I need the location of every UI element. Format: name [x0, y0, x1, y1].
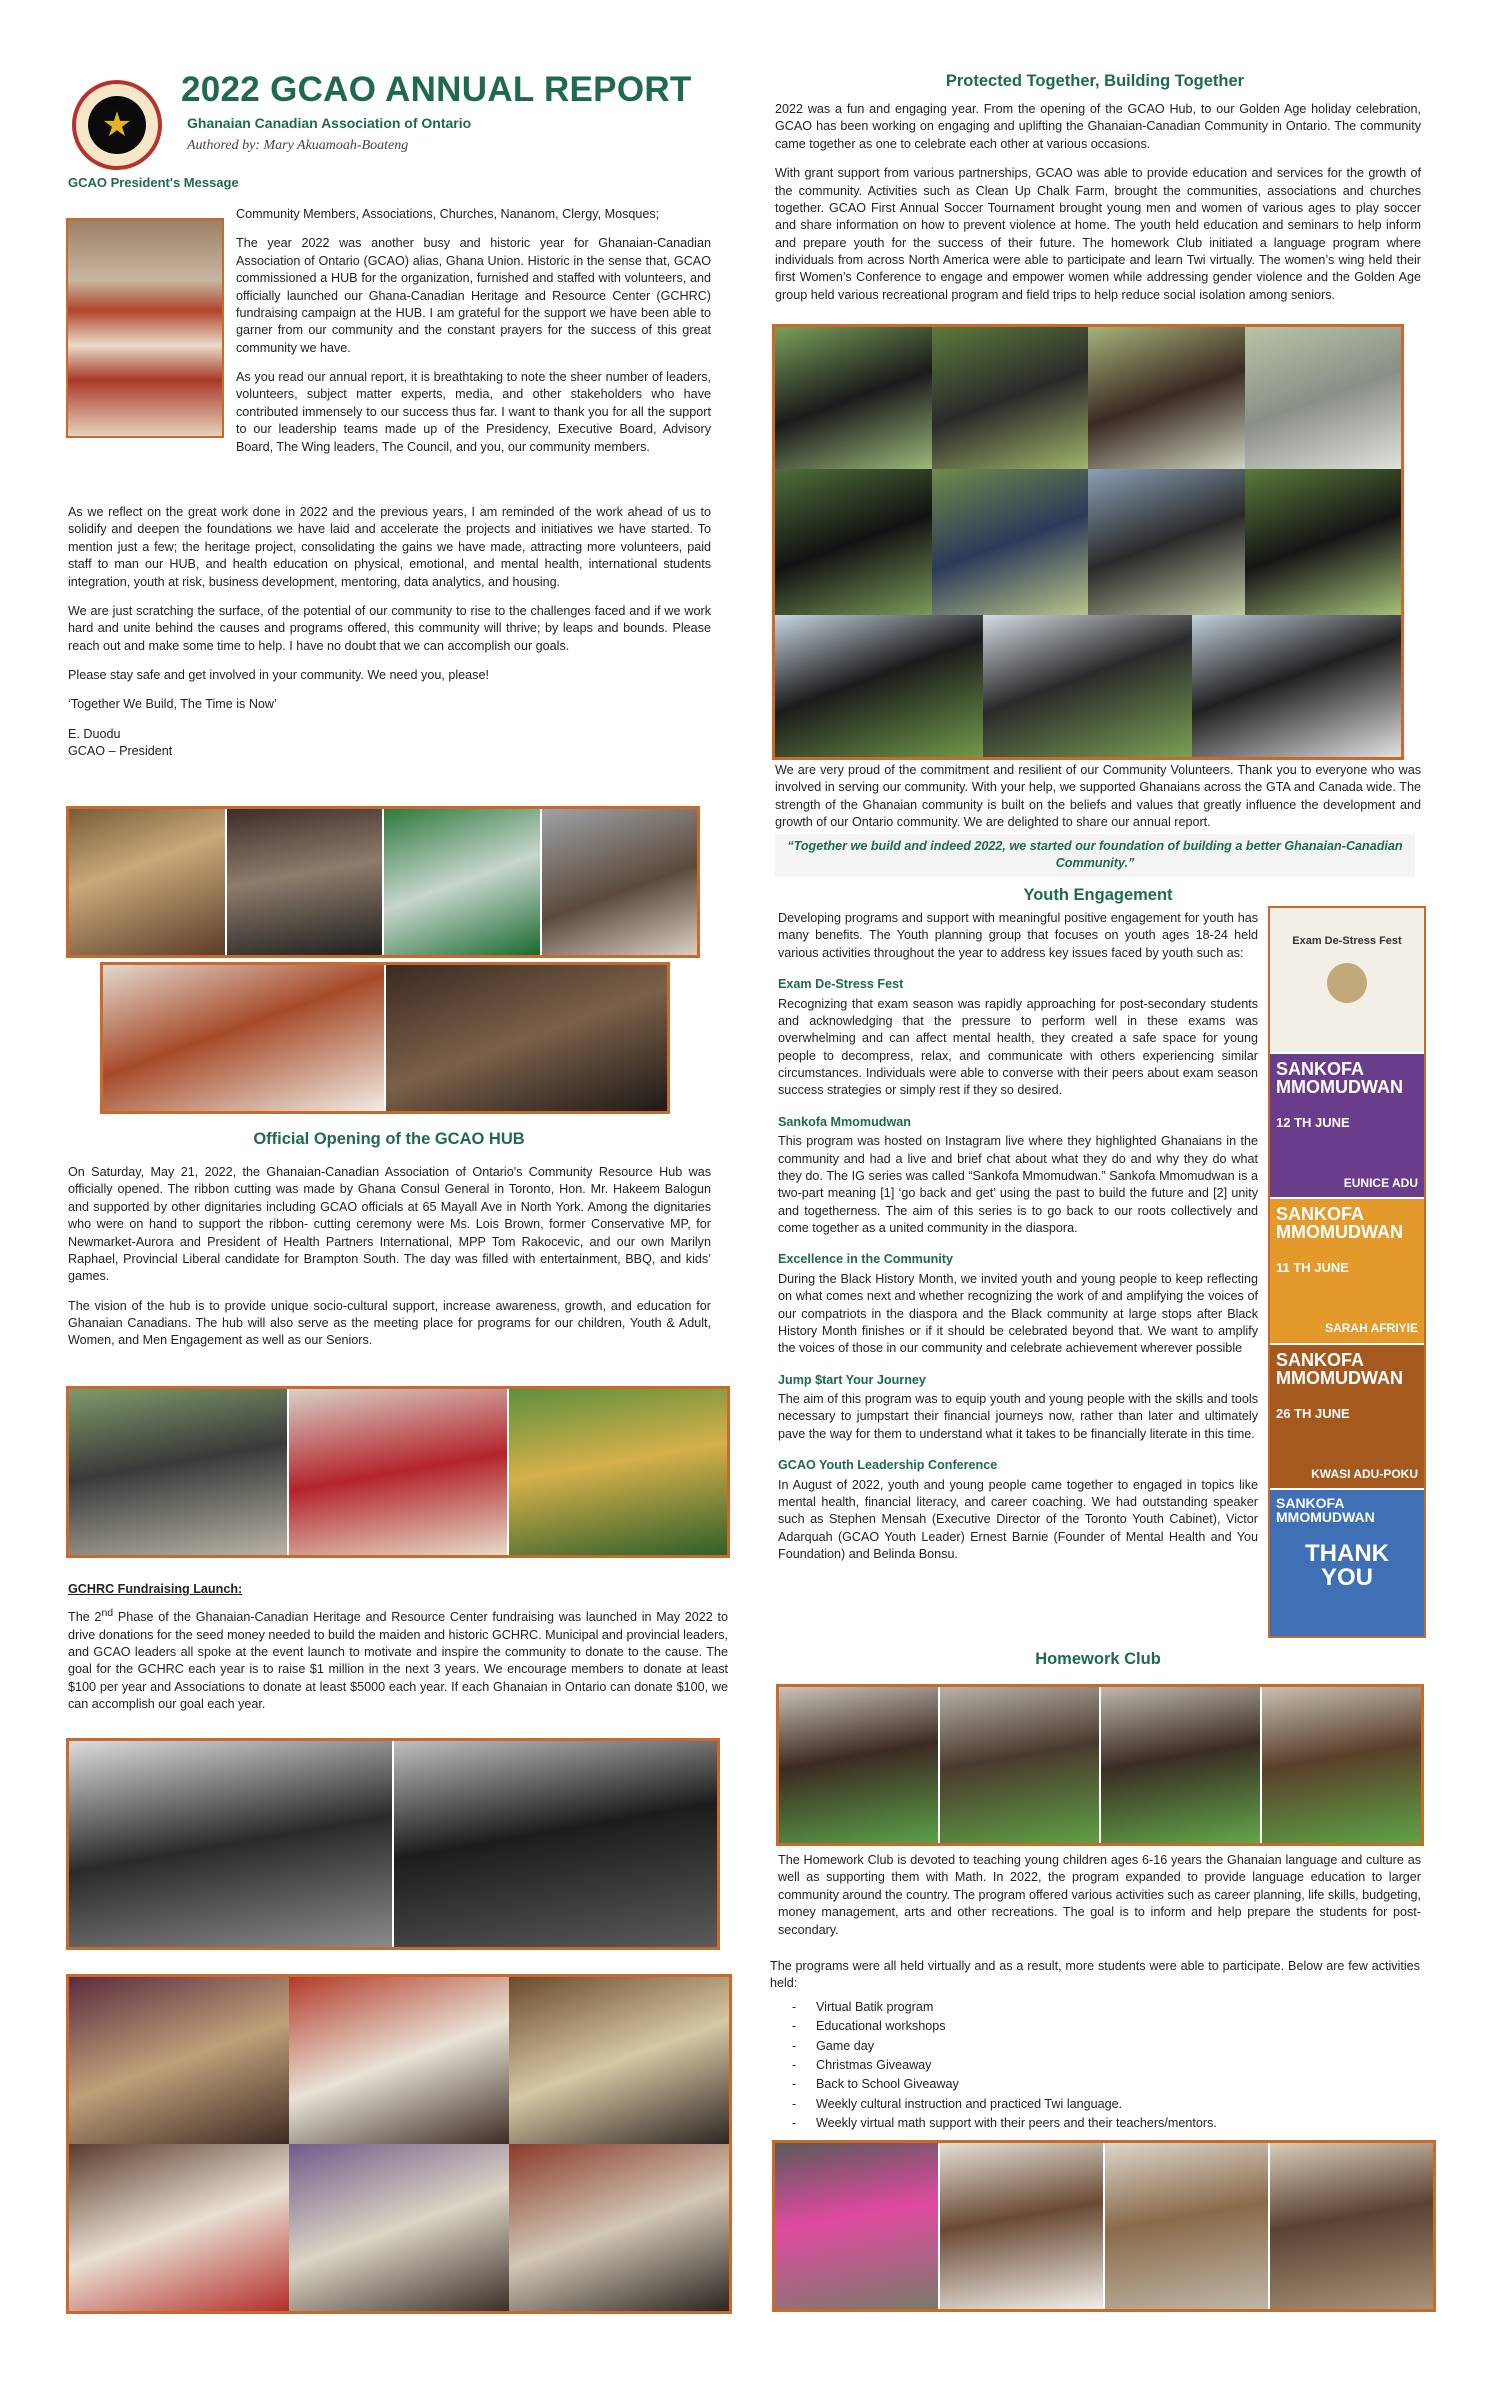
list-item: - Back to School Giveaway [792, 2076, 1420, 2093]
poster-sankofa-1 [1270, 1054, 1424, 1200]
report-title: 2022 GCAO ANNUAL REPORT [181, 70, 692, 109]
star-icon: ★ [101, 106, 133, 144]
photo [775, 615, 983, 757]
poster-thank-you [1270, 1490, 1424, 1636]
youth-item-title: Sankofa Mmomudwan [778, 1114, 911, 1129]
poster-title: SANKOFA MMOMUDWAN [1276, 1204, 1403, 1243]
youth-item-text: Recognizing that exam season was rapidly approaching for post-secondary students and acknowledging that the pressure to perform well in these exams was overwhelming and can affect mental health, they created a safe space for young people to decompress, relax, and communicate with others experiencing similar circumstances. Individuals were able to converse with their peers about exam season success strategies or simply rest if they so desired. [778, 996, 1258, 1098]
president-para: As you read our annual report, it is breathtaking to note the sheer number of leaders, volunteers, subject matter experts, media, and other stakeholders who have contributed immensely to our success thus far. I want to thank you for all the support to our leadership teams made up of the Presidency, Executive Board, Advisory Board, The Wing leaders, The Council, and you, our community members. [236, 370, 711, 454]
photo [289, 2144, 509, 2311]
protected-para: We are very proud of the commitment and resilient of our Community Volunteers. Thank you to everyone who was involved in serving our community. With your help, we supported Ghanaians across the GTA and Canada wide. The strength of the Ghanaian community is built on the beliefs and values that greatly influence the development and growth of our Ontario community. We are delighted to share our annual report. [775, 763, 1421, 830]
photo [1101, 1687, 1262, 1843]
list-item: - Game day [792, 2038, 1420, 2055]
poster-icon [1327, 963, 1367, 1003]
poster-sankofa-2 [1270, 1199, 1424, 1345]
signature-title: GCAO – President [68, 744, 173, 759]
gchrc-photo-collage [66, 1738, 720, 1950]
hub-para: On Saturday, May 21, 2022, the Ghanaian-Canadian Association of Ontario's Community Resource Hub was officially opened. The ribbon cutting was made by Ghana Consul General in Toronto, Hon. Mr. Hakeem Balogun and supported by other dignitaries including GCAO officials at 65 Mayall Ave in North York. Among the dignitaries who were on hand to support the ribbon- cutting ceremony were Ms. Lois Brown, former Conservative MP, for Newmarket-Aurora and President of Health Partners International, MPP Tom Rakocevic, and our own Marilyn Raphael, Provincial Liberal candidate for Brampton South. The day was filled with entertainment, BBQ, and kids’ games. [68, 1165, 711, 1284]
sankofa-poster-strip [1268, 906, 1426, 1638]
org-name: Ghanaian Canadian Association of Ontario [187, 115, 472, 131]
photo [103, 965, 386, 1111]
photo [983, 615, 1191, 757]
protected-heading: Protected Together, Building Together [945, 72, 1245, 90]
pull-quote: “Together we build and indeed 2022, we started our foundation of building a better Ghanaian-Canadian Community.” [775, 834, 1415, 877]
youth-item-text: During the Black History Month, we invited youth and young people to keep reflecting on what comes next and whether recognizing the work of and amplifying the voices of our compatriots in the diaspora and the Black community at large stops after Black History Month finishes or if it should be celebrated beyond that. We want to amplify the voices of those in our community and celebrate achievement wherever possible [778, 1271, 1258, 1356]
hub-photo-collage-bottom [100, 962, 670, 1114]
gchrc-heading: GCHRC Fundraising Launch: [68, 1582, 243, 1596]
president-para: As we reflect on the great work done in 2022 and the previous years, I am reminded of the work ahead of us to solidify and deepen the foundations we have laid and accelerate the projects and initiatives we have started. To mention just a few; the heritage project, consolidating the gains we have made, attracting more volunteers, paid staff to man our HUB, and health education on physical, emotional, and mental health, international students integration, youth at risk, business development, mentoring, data analytics, and housing. [68, 505, 711, 589]
gchrc-body [68, 1606, 728, 1725]
president-salutation: Community Members, Associations, Churches, Nananom, Clergy, Mosques; [236, 207, 660, 221]
president-para: Please stay safe and get involved in your community. We need you, please! [68, 668, 489, 682]
photo [1245, 469, 1402, 615]
homework-para: The Homework Club is devoted to teaching young children ages 6-16 years the Ghanaian language and culture as well as supporting them with Math. In 2022, the program expanded to provide language education to larger community around the country. The program offered various activities such as career planning, life skills, budgeting, money management, arts and other recreations. The goal is to inform and help prepare the students for post-secondary. [778, 1853, 1421, 1937]
photo [509, 2144, 729, 2311]
youth-heading: Youth Engagement [1023, 886, 1173, 904]
president-body [68, 504, 711, 761]
hub-para: The vision of the hub is to provide unique socio-cultural support, increase awareness, growth, and education for Ghanaian Canadians. The hub will also serve as the meeting place for programs for our children, Youth & Adult, Women, and Men Engagement as well as our Seniors. [68, 1298, 711, 1348]
photo [69, 809, 227, 955]
poster-name: EUNICE ADU [1343, 1175, 1418, 1190]
homework-heading: Homework Club [1035, 1650, 1161, 1668]
youth-intro: Developing programs and support with meaningful positive engagement for youth has many benefits. The Youth planning group that focuses on youth ages 18-24 held various activities throughout the year to address key issues faced by youth such as: [778, 911, 1258, 960]
gchrc-para [68, 1606, 728, 1713]
president-intro [236, 206, 711, 468]
poster-date: 12 TH JUNE [1276, 1114, 1350, 1130]
poster-name: SARAH AFRIYIE [1325, 1321, 1418, 1336]
logo-emblem [88, 96, 146, 154]
poster-name: KWASI ADU-POKU [1311, 1466, 1418, 1481]
photo [940, 1687, 1101, 1843]
youth-item-text: In August of 2022, youth and young people came together to engaged in topics like mental health, financial literacy, and career coaching. We had outstanding speaker such as Stephen Mensah (Executive Director of the Toronto Youth Cabinet), Victor Adarquah (GCAO Youth Leader) Ernest Barnie (Founder of Mental Health and You Foundation) and Belinda Bonsu. [778, 1477, 1258, 1561]
hub-body [68, 1164, 711, 1362]
homework-photo-collage [776, 1684, 1424, 1846]
photo [932, 469, 1089, 615]
author-byline: Authored by: Mary Akuamoah-Boateng [187, 138, 409, 153]
list-item: - Virtual Batik program [792, 1999, 1420, 2016]
protected-body-2 [775, 762, 1421, 844]
list-item: - Educational workshops [792, 2018, 1420, 2035]
photo [394, 1741, 717, 1947]
youth-item-title: Excellence in the Community [778, 1252, 953, 1267]
community-photo-collage [772, 324, 1404, 760]
homework-activities [770, 1958, 1420, 2134]
youth-item-title: Exam De-Stress Fest [778, 977, 904, 992]
poster-title: Exam De-Stress Fest [1292, 935, 1402, 947]
gcao-logo [72, 80, 162, 170]
photo [775, 469, 932, 615]
president-para: The year 2022 was another busy and historic year for Ghanaian-Canadian Association of Ontario (GCAO) alias, Ghana Union. Historic in the sense that, GCAO commissioned a HUB for the organization, furnished and staffed with volunteers, and officially launched our Ghana-Canadian Heritage and Resource Center (GCHRC) fundraising campaign at the HUB. I am grateful for the support we have been able to garner from our community and the constant prayers for the success of this great community we have. [236, 236, 711, 355]
gchrc-text: The 2 [68, 1610, 102, 1625]
youth-body [778, 910, 1258, 1563]
youth-item-text: The aim of this program was to equip youth and young people with the skills and tools necessary to jumpstart their financial journeys now, rather than later and ultimately pave the way for them to understand what it takes to be financially literate in this time. [778, 1392, 1258, 1441]
photo [69, 2144, 289, 2311]
poster-title: SANKOFA MMOMUDWAN [1276, 1349, 1403, 1388]
poster-title: SANKOFA MMOMUDWAN [1276, 1058, 1403, 1097]
list-item: - Christmas Giveaway [792, 2057, 1420, 2074]
photo [940, 2143, 1105, 2309]
protected-para: With grant support from various partnerships, GCAO was able to provide education and services for the growth of the community. Activities such as Clean Up Chalk Farm, brought the communities, associations and churches together. GCAO First Annual Soccer Tournament brought young men and women of various ages to play soccer and share information on how to prevent violence at home. The youth held education and seminars to help inform and prepare youth for the success of their future. The homework Club initiated a language program where individuals from across North America were able to participate and learn Twi virtually. The women’s wing held their first Women’s Conference to engage and empower women while addressing gender violence and the Golden Age group held various recreational program and field trips to help reduce social isolation among seniors. [775, 166, 1421, 302]
photo [69, 1741, 394, 1947]
hub-photo-collage-top [66, 806, 700, 958]
photo [69, 1977, 289, 2144]
photo [775, 327, 932, 469]
photo [509, 1389, 727, 1555]
motto: ‘Together We Build, The Time is Now’ [68, 697, 277, 712]
poster-date: 26 TH JUNE [1276, 1405, 1350, 1421]
president-photo [66, 218, 224, 438]
photo [775, 2143, 940, 2309]
poster-name: THANK YOU [1305, 1540, 1389, 1592]
photo [1270, 2143, 1433, 2309]
homework-body [778, 1852, 1421, 1951]
activities-list [792, 1999, 1420, 2133]
list-item: - Weekly cultural instruction and practiced Twi language. [792, 2096, 1420, 2113]
gchrc-sup: nd [101, 1607, 114, 1619]
youth-item-text: This program was hosted on Instagram live where they highlighted Ghanaians in the community and had a live and brief chat about what they do and why they do what they do. The IG series was called “Sankofa Mmomudwan.” Sankofa Mmomudwan is a two-part meaning [1] ‘go back and get’ using the past to build the future and [2] unity and togetherness. The aim of this series is to go back to our roots collectively and come together as a united community in the diaspora. [778, 1134, 1258, 1235]
homework-para: The programs were all held virtually and as a result, more students were able to participate. Below are few activities held: [770, 1959, 1420, 1991]
president-para: We are just scratching the surface, of the potential of our community to rise to the challenges faced and if we work hard and unite behind the causes and programs offered, this community will thrive; by leaps and bounds. Please reach out and make some time to help. I have no doubt that we can accomplish our goals. [68, 603, 711, 653]
photo [1088, 469, 1245, 615]
president-heading: GCAO President's Message [68, 175, 239, 190]
photo [384, 809, 542, 955]
homework-photo-collage-2 [772, 2140, 1436, 2312]
photo [1262, 1687, 1421, 1843]
photo [289, 1389, 509, 1555]
photo [69, 1389, 289, 1555]
poster-exam-destress [1270, 908, 1424, 1054]
protected-para: 2022 was a fun and engaging year. From the opening of the GCAO Hub, to our Golden Age holiday celebration, GCAO has been working on engaging and uplifting the Ghanaian-Canadian Community in Ontario. The community came together as one to celebrate each other at various occasions. [775, 102, 1421, 151]
photo [1088, 327, 1245, 469]
photo [509, 1977, 729, 2144]
photo [386, 965, 667, 1111]
opening-photo-collage [66, 1386, 730, 1558]
signature-name: E. Duodu [68, 726, 121, 741]
photo [542, 809, 698, 955]
gchrc-text: Phase of the Ghanaian-Canadian Heritage and Resource Center fundraising was launched in May 2022 to drive donations for the seed money needed to build the maiden and historic GCHRC. Municipal and provincial leaders, and GCAO leaders all spoke at the event launch to motivate and inspire the community to donate to the cause. The goal for the GCHRC each year is to raise $1 million in the next 3 years. We encourage members to donate at least $100 per year and Associations to donate at least $5000 each year. If each Ghanaian in Ontario can donate $100, we can accomplish our goal each year. [68, 1610, 728, 1712]
photo [289, 1977, 509, 2144]
golden-age-photo-collage [66, 1974, 732, 2314]
hub-heading: Official Opening of the GCAO HUB [253, 1130, 525, 1148]
photo [932, 327, 1089, 469]
poster-date: 11 TH JUNE [1276, 1260, 1349, 1276]
photo [1105, 2143, 1270, 2309]
youth-item-title: Jump $tart Your Journey [778, 1372, 926, 1387]
poster-sankofa-3 [1270, 1345, 1424, 1491]
youth-item-title: GCAO Youth Leadership Conference [778, 1458, 998, 1473]
photo [1245, 327, 1402, 469]
photo [1192, 615, 1401, 757]
photo [227, 809, 385, 955]
protected-body [775, 101, 1421, 316]
poster-title: SANKOFA MMOMUDWAN [1276, 1495, 1375, 1526]
photo [779, 1687, 940, 1843]
list-item: - Weekly virtual math support with their peers and their teachers/mentors. [792, 2115, 1420, 2132]
